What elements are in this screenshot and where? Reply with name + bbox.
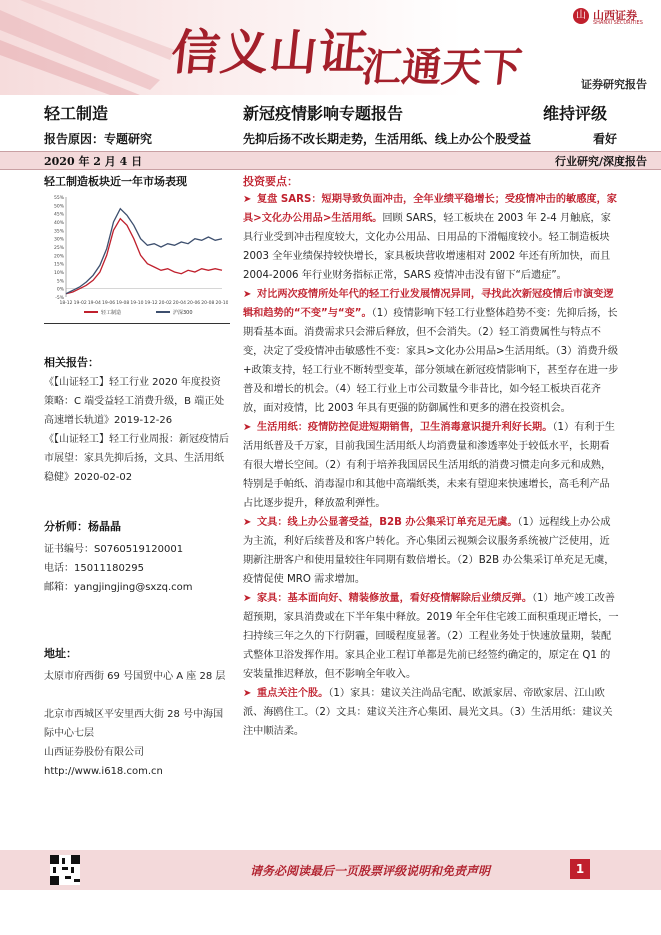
y-tick-label: 50%: [53, 204, 64, 210]
key-points-section: [243, 173, 619, 741]
y-tick-label: 35%: [53, 229, 64, 235]
key-point-body: 回顾 SARS，轻工板块在 2003 年 2-4 月触底，家具行业受到冲击程度较大，文化办公用品、日用品的下滑幅度较小。轻工制造板块 2003 全年业绩保持较快增长，家具板块营收增速相对 2002 年还有所加快，而且 2004-2006 年行业财务指标正常，SARS 疫情冲击没有留下“后遗症”。: [243, 213, 611, 281]
key-point-highlight: 家具：基本面向好、精装修放量，看好疫情解除后业绩反弹。: [257, 593, 533, 604]
key-point-body: （1）有利于生活用纸普及千万家，目前我国生活用纸人均消费量和渗透率处于较低水平，长期看有很大增长空间。（2）有利于培养我国居民生活用纸的消费习惯走向多元和成熟，特别是手帕纸、消毒湿巾和其他中高端纸类，未来有望迎来快速增长，高毛利产品占比逐步提升，释放盈利弹性。: [243, 422, 615, 509]
analyst-email[interactable]: 邮箱：yangjingjing@sxzq.com: [44, 582, 193, 593]
x-tick-label: 19-08: [116, 301, 130, 306]
slogan-part1: 信义山证: [168, 25, 371, 81]
page-number: 1: [570, 859, 590, 879]
y-tick-label: 45%: [53, 212, 64, 218]
analyst-phone: 电话：15011180295: [44, 563, 144, 574]
header-banner: [0, 0, 661, 95]
report-date: 2020 年 2 月 4 日: [44, 155, 143, 168]
x-tick-label: 19-04: [87, 301, 101, 306]
x-tick-label: 19-02: [73, 301, 87, 306]
qr-code-icon: [50, 855, 80, 885]
y-tick-label: 40%: [53, 221, 64, 226]
x-tick-label: 20-10: [215, 301, 228, 306]
address-line: 太原市府西街 69 号国贸中心 A 座 28 层: [44, 671, 226, 682]
y-tick-label: 30%: [53, 237, 64, 243]
key-point: [243, 285, 619, 418]
company-website-link[interactable]: http://www.i618.com.cn: [44, 766, 163, 777]
legend-label: 轻工制造: [101, 310, 122, 316]
y-tick-label: 25%: [53, 246, 64, 251]
key-point-highlight: 文具：线上办公显著受益，B2B 办公集采订单充足无虞。: [257, 517, 518, 528]
chart-title: 轻工制造板块近一年市场表现: [44, 175, 187, 188]
address-line: 北京市西城区平安里西大街 28 号中海国际中心七层: [44, 709, 224, 739]
key-point-highlight: 重点关注个股。: [257, 688, 329, 699]
related-report-link[interactable]: 《【山证轻工】轻工行业周报：新冠疫情后市展望：家具先抑后扬，文具、生活用纸稳健》2020-02-02: [44, 434, 229, 483]
report-subtitle: 先抑后扬不改长期走势，生活用纸、线上办公个股受益: [243, 132, 532, 146]
y-tick-label: 15%: [53, 262, 64, 268]
x-tick-label: 19-12: [144, 301, 158, 306]
title-row: [0, 97, 661, 125]
x-tick-label: 20-08: [201, 301, 215, 306]
arrow-bullet-icon: ➤: [243, 289, 252, 300]
y-tick-label: 5%: [56, 279, 64, 285]
report-reason: 报告原因：专题研究: [44, 132, 153, 146]
arrow-bullet-icon: ➤: [243, 593, 252, 604]
logo-mark-icon: 山: [573, 8, 589, 24]
related-reports-heading: 相关报告：: [44, 356, 99, 369]
y-tick-label: 10%: [53, 271, 64, 276]
x-tick-label: 20-06: [187, 301, 201, 306]
key-point: [243, 589, 619, 684]
report-category: 行业研究/深度报告: [554, 155, 647, 168]
x-tick-label: 18-12: [59, 301, 73, 306]
key-point-body: （1）地产竣工改善超预期，家具消费或在下半年集中释放。2019 年全年住宅竣工面积重现正增长，一扫持续三年之久的下行阴霾，回暖程度显著。（2）工程业务处于快速放量期，装配式整体卫浴发挥作用。家具企业工程订单都是先前已经签约确定的，原定在 Q1 的安装量推迟释放，但不影响全年收入。: [243, 593, 619, 680]
key-point-body: （1）远程线上办公成为主流，利好后续普及和客户转化。齐心集团云视频会议服务系统被广泛使用，近期新注册客户和使用量较往年同期有数倍增长。（2）B2B 办公集采订单充足无虞，疫情促使 MRO 需求增加。: [243, 517, 615, 585]
y-tick-label: 0%: [56, 287, 64, 293]
analyst-cert: 证书编号：S0760519120001: [44, 544, 184, 555]
key-points-heading: 投资要点：: [243, 175, 298, 188]
x-tick-label: 20-04: [172, 301, 186, 306]
arrow-bullet-icon: ➤: [243, 422, 252, 433]
key-point-highlight: 对比两次疫情所处年代的轻工行业发展情况异同，寻找此次新冠疫情后市演变逻辑和趋势的“不变”与“变”。: [243, 289, 614, 319]
key-point-body: （1）疫情影响下轻工行业整体趋势不变：先抑后扬，长期看基本面。消费需求只会滞后释放，但不会消失。（2）轻工消费属性与特点不变，决定了受疫情冲击敏感性不变：家具>文化办公用品>生活用纸。（3）消费升级+政策支持，轻工行业不断转型变革，部分领域在新冠疫情影响下，甚至存在进一步普及和增长的机会。（4）轻工行业上市公司数量今非昔比，如今轻工板块百花齐放，面对疫情，比 2003 年具有更强的防御属性和更多的潜在投资机会。: [243, 308, 619, 414]
company-name: 山西证券股份有限公司: [44, 747, 144, 758]
y-tick-label: 55%: [53, 196, 64, 201]
disclaimer-text: 请务必阅读最后一页股票评级说明和免责声明: [250, 864, 491, 878]
analyst-heading: 分析师：杨晶晶: [44, 520, 121, 533]
arrow-bullet-icon: ➤: [243, 517, 252, 528]
key-point: [243, 684, 619, 741]
address-heading: 地址：: [44, 647, 77, 660]
logo-english-name: SHANXI SECURITIES: [593, 20, 643, 26]
legend-label: 沪深300: [173, 310, 193, 316]
key-point-highlight: 生活用纸：疫情防控促进短期销售，卫生消毒意识提升利好长期。: [257, 422, 553, 433]
series-line: [66, 219, 222, 294]
report-type: 证券研究报告: [581, 78, 647, 91]
report-title: 新冠疫情影响专题报告: [243, 104, 404, 123]
divider: [44, 323, 230, 324]
x-tick-label: 20-02: [158, 301, 172, 306]
slogan-part2: 汇通天下: [359, 44, 525, 91]
arrow-bullet-icon: ➤: [243, 688, 252, 699]
x-tick-label: 19-10: [130, 301, 144, 306]
market-performance-chart: [44, 191, 228, 321]
arrow-bullet-icon: ➤: [243, 194, 252, 205]
date-bar: [0, 151, 661, 170]
series-line: [66, 209, 222, 294]
key-point: [243, 190, 619, 285]
rating: 维持评级: [543, 104, 608, 123]
chart-svg: [44, 191, 228, 321]
related-report-link[interactable]: 《【山证轻工】轻工行业 2020 年度投资策略：C 端受益轻工消费升级，B 端正处高速增长轨道》2019-12-26: [44, 377, 225, 426]
outlook: 看好: [593, 132, 618, 146]
key-point-highlight: 复盘 SARS：短期导致负面冲击，全年业绩平稳增长；受疫情冲击的敏感度，家具>文化办公用品>生活用纸。: [243, 194, 617, 224]
key-point-body: （1）家具：建议关注尚品宅配、欧派家居、帝欧家居、江山欧派、海鸥住工。（2）文具：建议关注齐心集团、晨光文具。（3）生活用纸：建议关注中顺洁柔。: [243, 688, 613, 737]
x-tick-label: 19-06: [102, 301, 116, 306]
company-logo: [573, 6, 653, 28]
key-point: [243, 418, 619, 513]
y-tick-label: 20%: [53, 254, 64, 260]
industry-name: 轻工制造: [44, 104, 109, 123]
y-tick-label: -5%: [55, 296, 64, 301]
key-point: [243, 513, 619, 589]
logo-name: 山西证券: [593, 9, 637, 22]
subtitle-row: [0, 127, 661, 149]
